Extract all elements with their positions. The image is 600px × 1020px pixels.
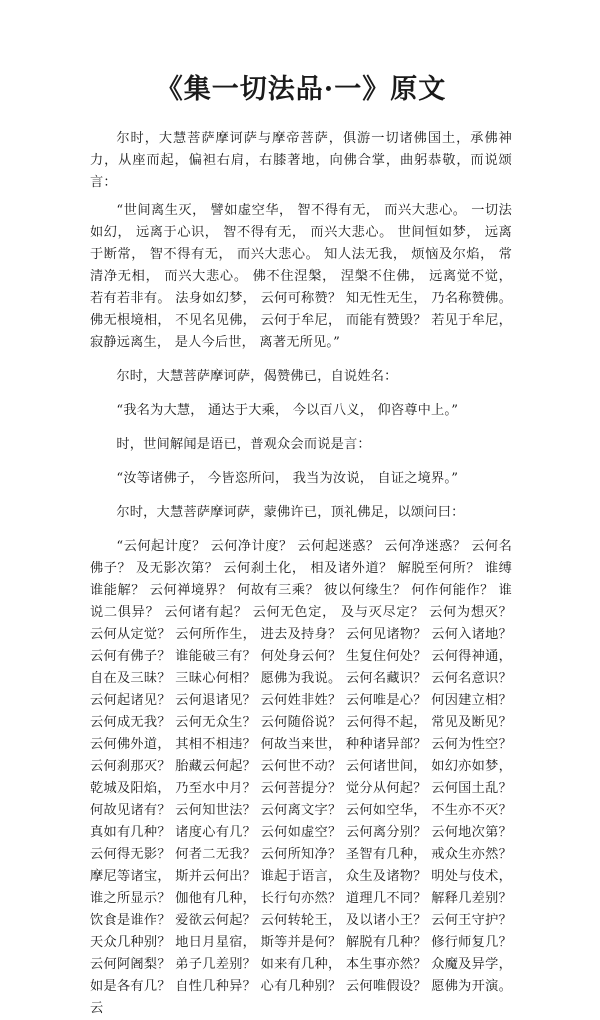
paragraph-intro: 尔时，大慧菩萨摩诃萨与摩帝菩萨，俱游一切诸佛国土，承佛神力，从座而起，偏袒右肩，右膝著地，向佛合掌，曲躬恭敬，而说颂言：	[90, 131, 512, 190]
verse-name: “我名为大慧， 通达于大乘， 今以百八义， 仰咨尊中上。”	[116, 403, 459, 418]
paragraph-permission: 尔时，大慧菩萨摩诃萨，蒙佛许已，顶礼佛足，以颂问曰：	[116, 505, 465, 520]
document-title: 《集一切法品·一》原文	[155, 74, 447, 105]
paragraph-self-introduction: 尔时，大慧菩萨摩诃萨，偈赞佛已，自说姓名：	[116, 369, 398, 384]
verse-invitation: “汝等诸佛子， 今皆恣所问， 我当为汝说， 自证之境界。”	[116, 471, 459, 486]
verse-questions: “云何起计度？ 云何净计度？ 云何起迷惑？ 云何净迷惑？ 云何名佛子？ 及无影次第？ 云何刹土化， 相及诸外道？ 解脱至何所？ 谁缚谁能解？ 云何禅境界？ 何故有三乘？ 彼以何缘生？ 何作何能作？ 谁说二俱异？ 云何诸有起？ 云何无色定， 及与灭尽定？ 云何为想灭？ 云何从定觉？ 云何所作生， 进去及持身？ 云何见诸物？ 云何入诸地？ 云何有佛子？ 谁能破三有？ 何处身云何？ 生复住何处？ 云何得神通， 自在及三昧？ 三昧心何相？ 愿佛为我说。 云何名藏识？ 云何名意识？ 云何起诸见？ 云何退诸见？ 云何姓非姓？ 云何唯是心？ 何因建立相？ 云何成无我？ 云何无众生？ 云何随俗说？ 云何得不起， 常见及断见？ 云何佛外道， 其相不相违？ 何故当来世， 种种诸异部？ 云何为性空？ 云何刹那灭？ 胎藏云何起？ 云何世不动？ 云何诸世间， 如幻亦如梦， 乾城及阳焰， 乃至水中月？ 云何菩提分？ 觉分从何起？ 云何国土乱？ 何故见诸有？ 云何知世法？ 云何离文字？ 云何如空华， 不生亦不灭？ 真如有几种？ 诸度心有几？ 云何如虚空？ 云何离分别？ 云何地次第？ 云何得无影？ 何者二无我？ 云何所知净？ 圣智有几种， 戒众生亦然？ 摩尼等诸宝， 斯并云何出？ 谁起于语言， 众生及诸物？ 明处与伎术， 谁之所显示？ 伽他有几种， 长行句亦然？ 道理几不同？ 解释几差别？ 饮食是谁作？ 爱欲云何起？ 云何转轮王， 及以诸小王？ 云何王守护？ 天众几种别？ 地日月星宿， 斯等并是何？ 解脱有几种？ 修行师复几？ 云何阿阇梨？ 弟子几差别？ 如来有几种， 本生事亦然？ 众魔及异学， 如是各有几？ 自性几种异？ 心有几种别？ 云何唯假设？ 愿佛为开演。 云	[90, 539, 512, 1016]
paragraph-buddha-responds: 时，世间解闻是语已，普观众会而说是言：	[116, 437, 371, 452]
verse-praise: “世间离生灭， 譬如虚空华， 智不得有无， 而兴大悲心。 一切法如幻， 远离于心识， 智不得有无， 而兴大悲心。 世间恒如梦， 远离于断常， 智不得有无， 而兴大悲心。 知人法无我， 烦恼及尔焰， 常清净无相， 而兴大悲心。 佛不住涅槃， 涅槃不住佛， 远离觉不觉， 若有若非有。 法身如幻梦， 云何可称赞？ 知无性无生， 乃名称赞佛。 佛无根境相， 不见名见佛， 云何于牟尼， 而能有赞毁？ 若见于牟尼， 寂静远离生， 是人今后世， 离著无所见。”	[90, 203, 512, 350]
